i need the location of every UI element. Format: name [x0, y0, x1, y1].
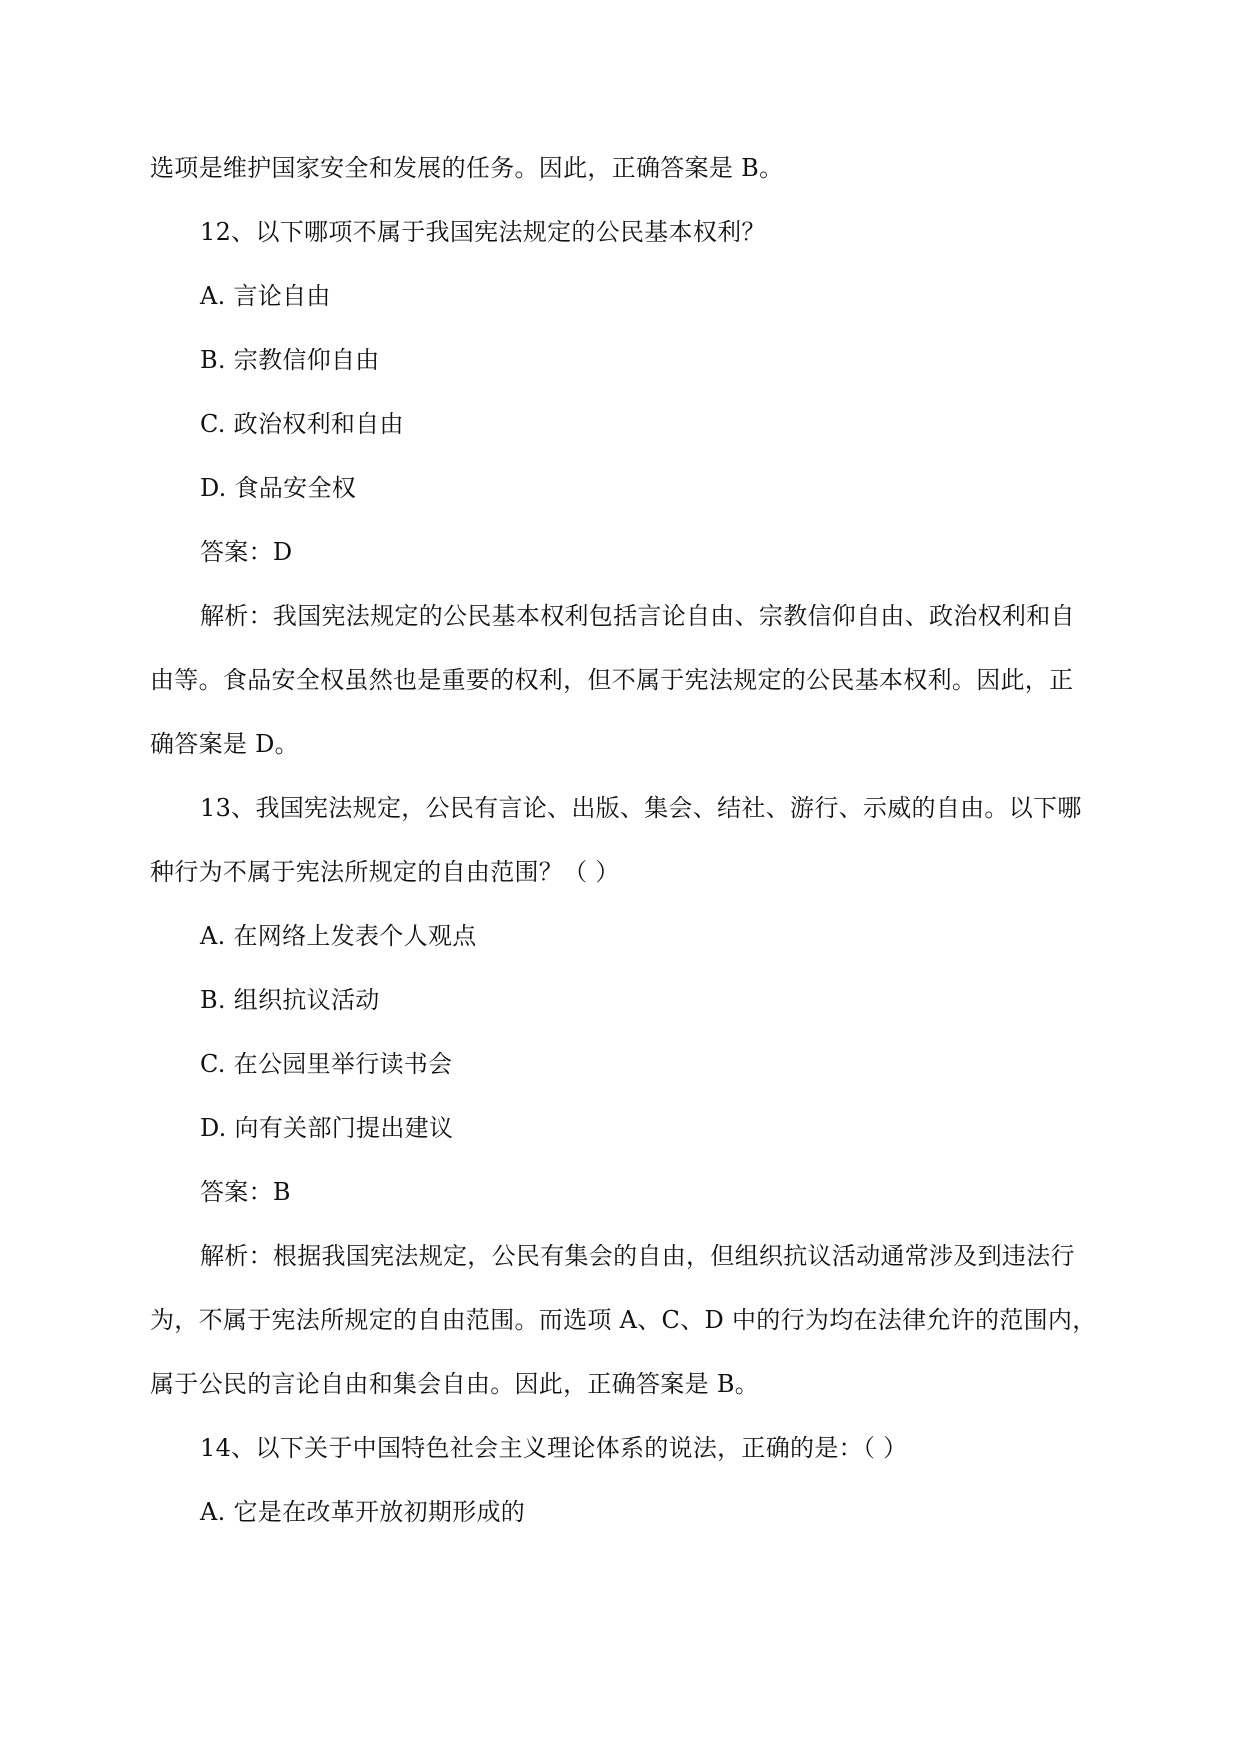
- question-12-option-c: C. 政治权利和自由: [200, 410, 404, 438]
- question-13-option-c: C. 在公园里举行读书会: [200, 1050, 453, 1078]
- question-12-option-b: B. 宗教信仰自由: [200, 346, 380, 374]
- question-12-option-d: D. 食品安全权: [200, 474, 357, 502]
- question-12-explanation-line-3: 确答案是 D。: [150, 730, 299, 758]
- question-13-explanation-line-1: 解析：根据我国宪法规定，公民有集会的自由，但组织抗议活动通常涉及到违法行: [200, 1242, 1075, 1270]
- question-13-option-b: B. 组织抗议活动: [200, 986, 380, 1014]
- question-12-explanation-line-2: 由等。食品安全权虽然也是重要的权利，但不属于宪法规定的公民基本权利。因此，正: [150, 666, 1074, 694]
- answer-continuation-line: 选项是维护国家安全和发展的任务。因此，正确答案是 B。: [150, 154, 784, 182]
- question-12-option-a: A. 言论自由: [200, 282, 331, 310]
- question-13-title-line-1: 13、我国宪法规定，公民有言论、出版、集会、结社、游行、示威的自由。以下哪: [200, 794, 1082, 822]
- question-13-explanation-line-3: 属于公民的言论自由和集会自由。因此，正确答案是 B。: [150, 1370, 760, 1398]
- question-13-option-a: A. 在网络上发表个人观点: [200, 922, 477, 950]
- question-14-option-a: A. 它是在改革开放初期形成的: [200, 1498, 526, 1526]
- question-12-answer: 答案：D: [200, 538, 293, 566]
- question-12-title: 12、以下哪项不属于我国宪法规定的公民基本权利？: [200, 218, 766, 246]
- question-13-answer: 答案：B: [200, 1178, 291, 1206]
- question-13-title-line-2: 种行为不属于宪法所规定的自由范围？（ ）: [150, 858, 620, 886]
- question-13-option-d: D. 向有关部门提出建议: [200, 1114, 454, 1142]
- question-14-title: 14、以下关于中国特色社会主义理论体系的说法，正确的是：（ ）: [200, 1434, 908, 1462]
- question-13-explanation-line-2: 为，不属于宪法所规定的自由范围。而选项 A、C、D 中的行为均在法律允许的范围内，: [150, 1306, 1097, 1334]
- question-12-explanation-line-1: 解析：我国宪法规定的公民基本权利包括言论自由、宗教信仰自由、政治权利和自: [200, 602, 1075, 630]
